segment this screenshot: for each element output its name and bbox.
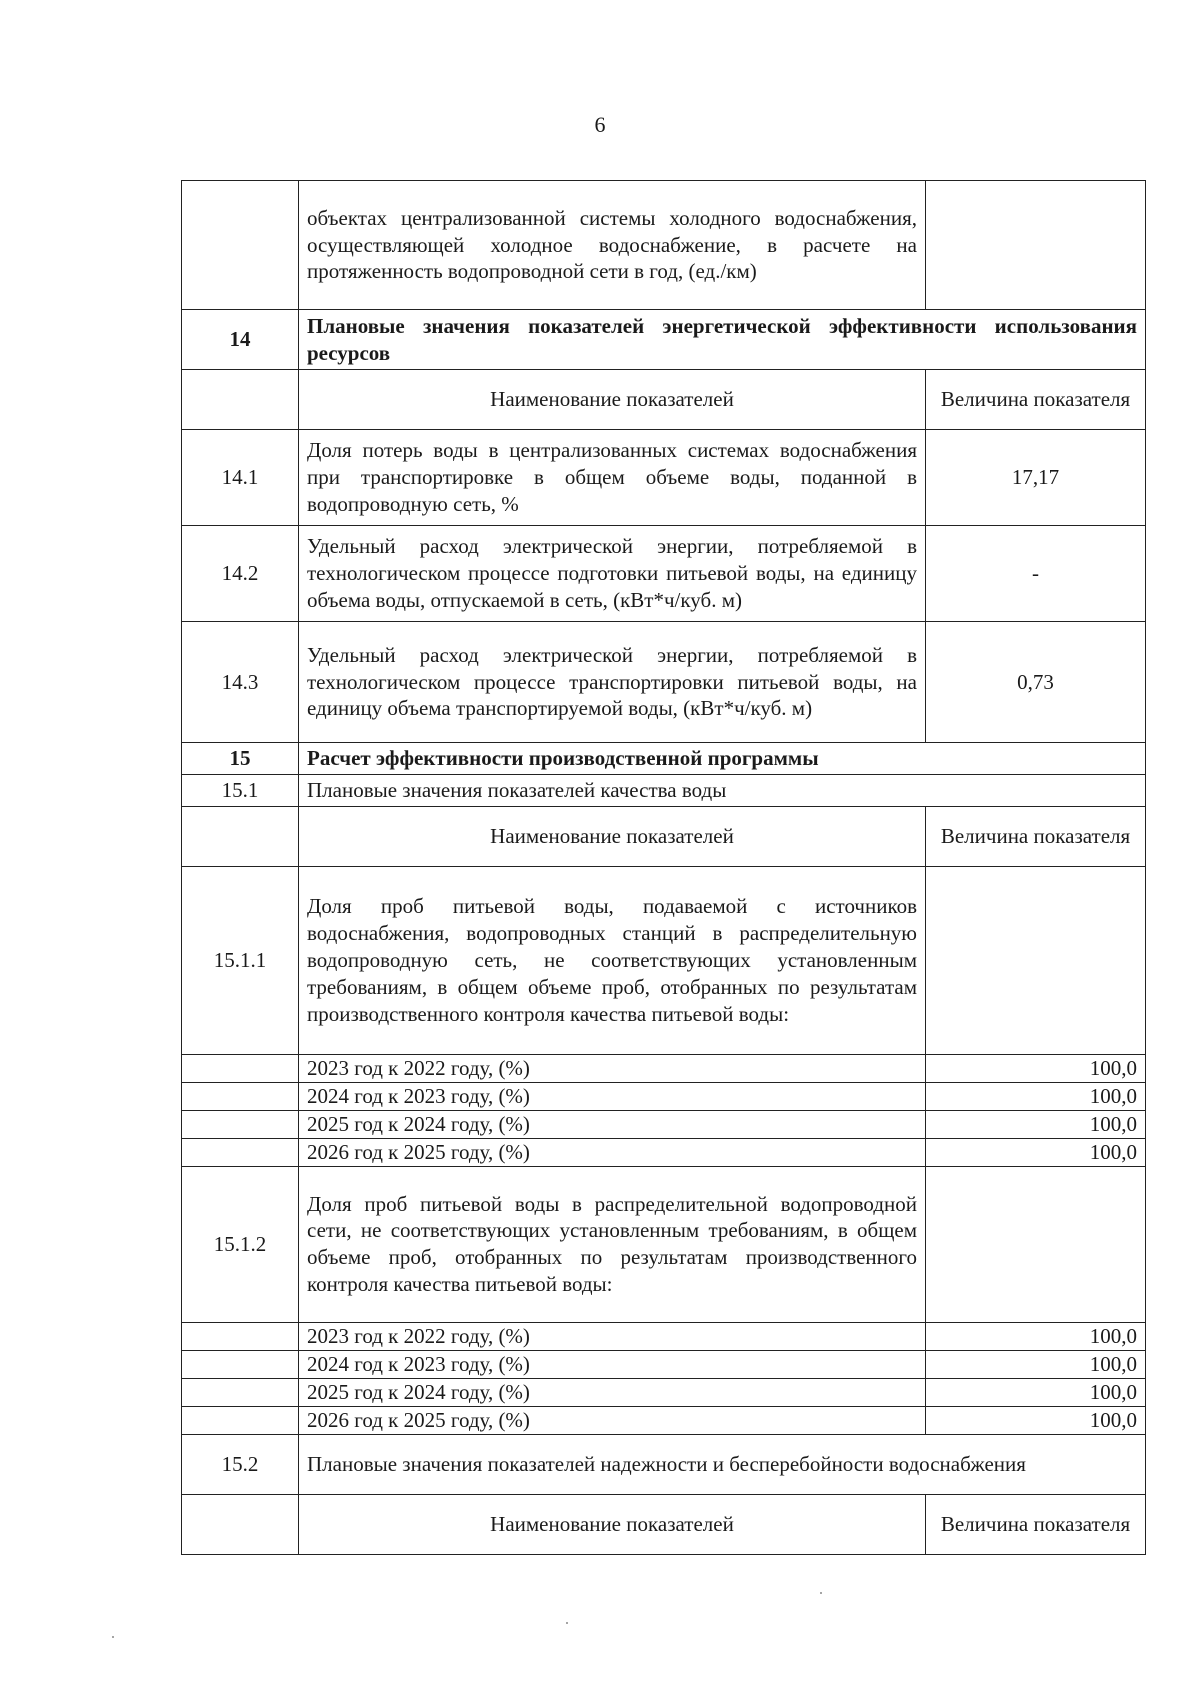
indicator-name: Удельный расход электрической энергии, потребляемой в технологическом процессе подготовки питьевой воды, на единицу объема воды, отпускаемой в сеть, (кВт*ч/куб. м) — [299, 526, 926, 622]
subsection-number: 15.1 — [182, 774, 299, 806]
header-name: Наименование показателей — [299, 806, 926, 866]
row-number: 14.3 — [182, 622, 299, 743]
column-header-row — [182, 370, 1146, 430]
indicator-value: 17,17 — [926, 430, 1146, 526]
year-row — [182, 1082, 1146, 1110]
year-row — [182, 1138, 1146, 1166]
indicator-value: - — [926, 526, 1146, 622]
year-row — [182, 1406, 1146, 1434]
subsection-title: Плановые значения показателей качества воды — [299, 774, 1146, 806]
indicator-name: Доля проб питьевой воды в распределительной водопроводной сети, не соответствующих установленным требованиям, в общем объеме проб, отобранных по результатам производственного контроля качества питьевой воды: — [299, 1166, 926, 1322]
year-value: 100,0 — [926, 1138, 1146, 1166]
section-row-15 — [182, 743, 1146, 775]
year-label: 2023 год к 2022 году, (%) — [299, 1054, 926, 1082]
section-title: Плановые значения показателей энергетической эффективности использования ресурсов — [299, 310, 1146, 370]
indicator-name: Удельный расход электрической энергии, потребляемой в технологическом процессе транспортировки питьевой воды, на единицу объема транспортируемой воды, (кВт*ч/куб. м) — [299, 622, 926, 743]
header-name: Наименование показателей — [299, 370, 926, 430]
year-label: 2024 год к 2023 году, (%) — [299, 1082, 926, 1110]
year-label: 2026 год к 2025 году, (%) — [299, 1406, 926, 1434]
year-value: 100,0 — [926, 1350, 1146, 1378]
header-value: Величина показателя — [926, 1494, 1146, 1554]
indicator-value — [926, 866, 1146, 1054]
row-number: 14.2 — [182, 526, 299, 622]
row-number: 15.1.1 — [182, 866, 299, 1054]
year-label: 2026 год к 2025 году, (%) — [299, 1138, 926, 1166]
header-value: Величина показателя — [926, 370, 1146, 430]
year-row — [182, 1378, 1146, 1406]
row-number — [182, 181, 299, 310]
table-row — [182, 430, 1146, 526]
section-title: Расчет эффективности производственной программы — [299, 743, 1146, 775]
year-value: 100,0 — [926, 1322, 1146, 1350]
subsection-row-15-2 — [182, 1434, 1146, 1494]
indicator-name: Доля потерь воды в централизованных системах водоснабжения при транспортировке в общем объеме воды, поданной в водопроводную сеть, % — [299, 430, 926, 526]
indicators-table — [181, 180, 1146, 1555]
table-row — [182, 181, 1146, 310]
column-header-row — [182, 1494, 1146, 1554]
year-label: 2025 год к 2024 году, (%) — [299, 1378, 926, 1406]
subsection-row-15-1 — [182, 774, 1146, 806]
table-row — [182, 526, 1146, 622]
row-number: 14.1 — [182, 430, 299, 526]
indicator-value: 0,73 — [926, 622, 1146, 743]
table-row — [182, 622, 1146, 743]
year-row-number — [182, 1322, 299, 1350]
year-value: 100,0 — [926, 1054, 1146, 1082]
indicator-name: объектах централизованной системы холодного водоснабжения, осуществляющей холодное водоснабжение, в расчете на протяженность водопроводной сети в год, (ед./км) — [299, 181, 926, 310]
indicator-name: Доля проб питьевой воды, подаваемой с источников водоснабжения, водопроводных станций в распределительную водопроводную сеть, не соответствующих установленным требованиям, в общем объеме проб, отобранных по результатам производственного контроля качества питьевой воды: — [299, 866, 926, 1054]
scan-speck — [566, 1622, 568, 1624]
year-value: 100,0 — [926, 1110, 1146, 1138]
year-value: 100,0 — [926, 1378, 1146, 1406]
year-row-number — [182, 1350, 299, 1378]
year-label: 2023 год к 2022 году, (%) — [299, 1322, 926, 1350]
year-row-number — [182, 1082, 299, 1110]
scan-speck — [820, 1592, 822, 1594]
year-value: 100,0 — [926, 1406, 1146, 1434]
header-number-cell — [182, 806, 299, 866]
year-row — [182, 1322, 1146, 1350]
scan-speck — [112, 1636, 114, 1638]
page-number: 6 — [594, 112, 606, 137]
row-number: 15.1.2 — [182, 1166, 299, 1322]
section-number: 15 — [182, 743, 299, 775]
table-row — [182, 866, 1146, 1054]
section-row-14 — [182, 310, 1146, 370]
subsection-title: Плановые значения показателей надежности и бесперебойности водоснабжения — [299, 1434, 1146, 1494]
header-name: Наименование показателей — [299, 1494, 926, 1554]
year-row — [182, 1054, 1146, 1082]
subsection-number: 15.2 — [182, 1434, 299, 1494]
header-number-cell — [182, 1494, 299, 1554]
year-row-number — [182, 1406, 299, 1434]
section-number: 14 — [182, 310, 299, 370]
year-label: 2025 год к 2024 году, (%) — [299, 1110, 926, 1138]
year-row — [182, 1350, 1146, 1378]
year-row-number — [182, 1110, 299, 1138]
indicator-value — [926, 181, 1146, 310]
year-row-number — [182, 1138, 299, 1166]
year-value: 100,0 — [926, 1082, 1146, 1110]
year-row-number — [182, 1378, 299, 1406]
column-header-row — [182, 806, 1146, 866]
table-row — [182, 1166, 1146, 1322]
year-row — [182, 1110, 1146, 1138]
year-row-number — [182, 1054, 299, 1082]
header-number-cell — [182, 370, 299, 430]
header-value: Величина показателя — [926, 806, 1146, 866]
indicator-value — [926, 1166, 1146, 1322]
year-label: 2024 год к 2023 году, (%) — [299, 1350, 926, 1378]
